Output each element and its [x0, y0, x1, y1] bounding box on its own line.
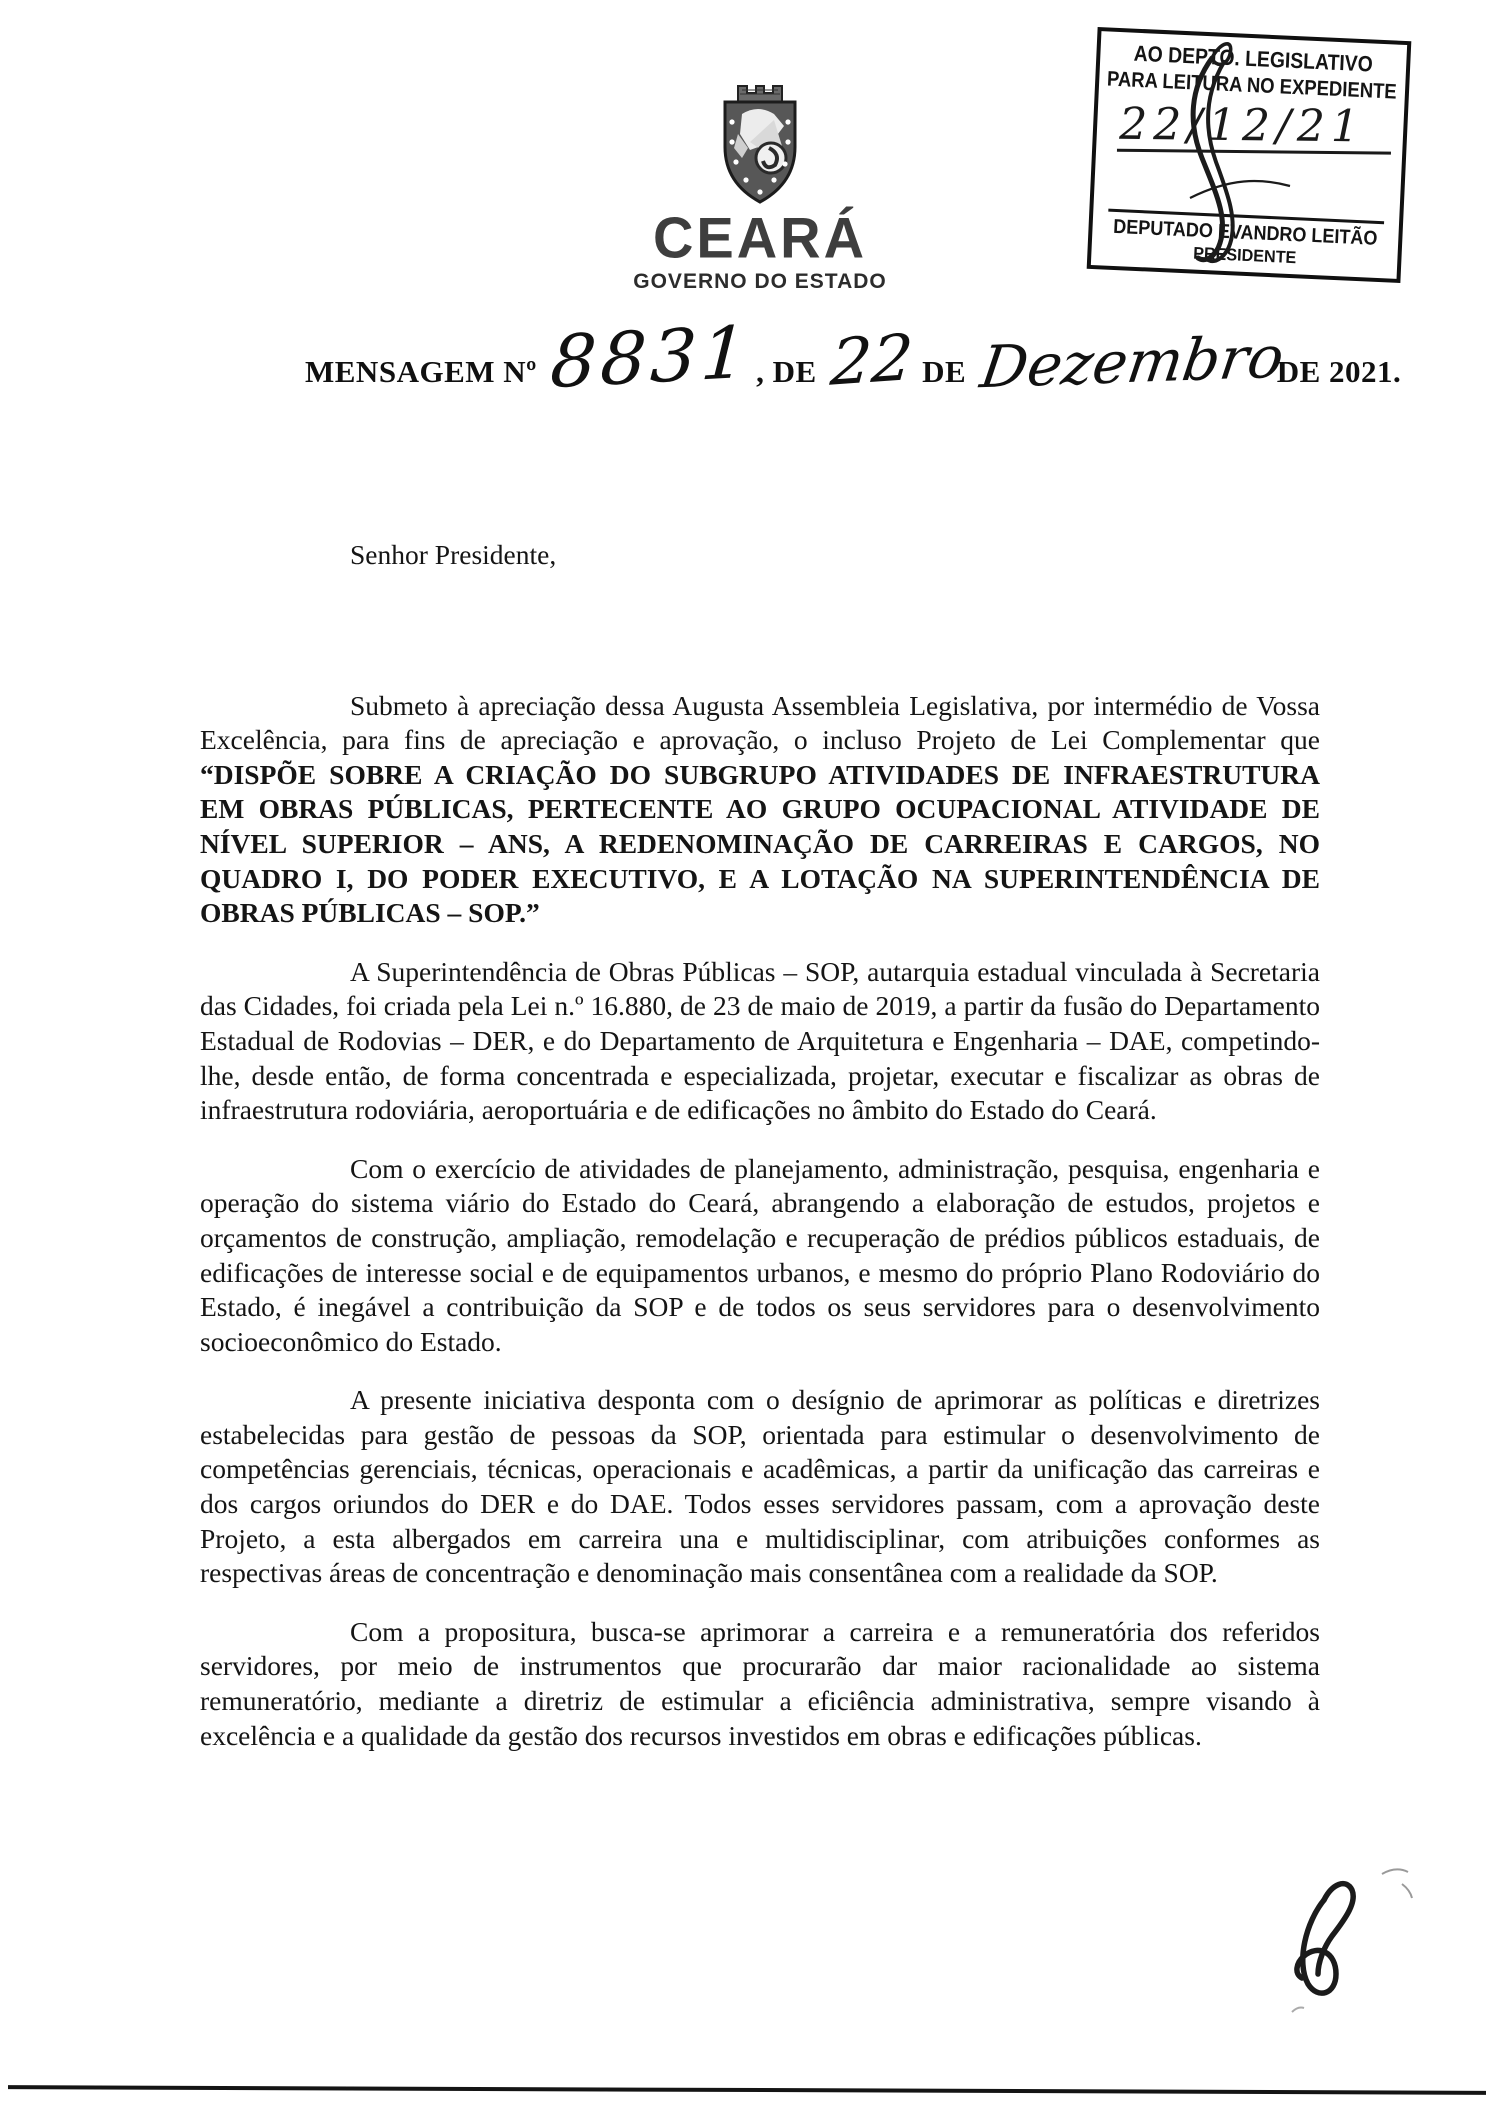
title-day-handwritten: 22 — [827, 321, 916, 401]
title-suffix: DE 2021. — [1276, 354, 1402, 389]
paragraph-1-lead: Submeto à apreciação dessa Augusta Assembleia Legislativa, por intermédio de Vossa Excelência, para fins de apreciação e aprovação, o incluso Projeto de Lei Complementar que — [200, 689, 1320, 756]
page-bottom-scan-line — [8, 2085, 1486, 2095]
logo-subtitle: GOVERNO DO ESTADO — [633, 270, 887, 293]
stamp-president-name: DEPUTADO EVANDRO LEITÃO — [1112, 215, 1378, 250]
paragraph-5: Com a propositura, busca-se aprimorar a carreira e a remuneratória dos referidos servidores, por meio de instrumentos que procurarão dar maior racionalidade ao sistema remuneratório, mediante a diretriz de estimular a eficiência administrativa, sempre visando à excelência e a qualidade da gestão dos recursos investidos em obras e edificações públicas. — [200, 1615, 1320, 1751]
paragraph-3: Com o exercício de atividades de planejamento, administração, pesquisa, engenharia e operação do sistema viário do Estado do Ceará, abrangendo a elaboração de estudos, projetos e orçamentos de construção, ampliação, remodelação e recuperação de prédios públicos estaduais, de edificações de interesse social e de equipamentos urbanos, e mesmo do próprio Plano Rodoviário do Estado, é inegável a contribuição da SOP e de todos os seus servidores para o desenvolvimento socioeconômico do Estado. — [200, 1152, 1320, 1357]
paragraph-4: A presente iniciativa desponta com o desígnio de aprimorar as políticas e diretrizes estabelecidas para gestão de pessoas da SOP, orientada para estimular o desenvolvimento de competências gerenciais, técnicas, operacionais e acadêmicas, a partir da unificação das carreiras e dos cargos oriundos do DER e do DAE. Todos esses servidores passam, com a aprovação deste Projeto, a esta albergados em carreira una e multidisciplinar, com atribuições conformes as respectivas áreas de concentração e denominação mais consentânea com a realidade da SOP. — [200, 1384, 1320, 1589]
ceara-coat-of-arms-icon — [712, 82, 808, 208]
salutation: Senhor Presidente, — [350, 539, 557, 570]
legislative-stamp — [1087, 27, 1412, 283]
paragraph-2: A Superintendência de Obras Públicas – SOP, autarquia estadual vinculada à Secretaria das Cidades, foi criada pela Lei n.º 16.880, de 23 de maio de 2019, a partir da fusão do Departamento Estadual de Rodovias – DER, e do Departamento de Arquitetura e Engenharia – DAE, competindo-lhe, desde então, de forma concentrada e especializada, projetar, executar e fiscalizar as obras de infraestrutura rodoviária, aeroportuária e de edificações no âmbito do Estado do Ceará. — [200, 955, 1320, 1126]
stamp-line-1: AO DEPTO. LEGISLATIVO — [1133, 40, 1374, 77]
stamp-president-role: PRESIDENTE — [1192, 243, 1297, 268]
handwritten-paraph — [1262, 1862, 1452, 2032]
logo-title: CEARÁ — [652, 205, 868, 270]
title-mid2: DE — [922, 354, 967, 389]
title-month-handwritten: Dezembro — [976, 322, 1289, 402]
stamp-line-2: PARA LEITURA NO EXPEDIENTE — [1106, 67, 1398, 104]
paragraph-1 — [200, 689, 1320, 931]
paragraph-1-emphasis: “DISPÕE SOBRE A CRIAÇÃO DO SUBGRUPO ATIVIDADES DE INFRAESTRUTURA EM OBRAS PÚBLICAS, PERTECENTE AO GRUPO OCUPACIONAL ATIVIDADE DE NÍVEL SUPERIOR – ANS, A REDENOMINAÇÃO DE CARREIRAS E CARGOS, NO QUADRO I, DO PODER EXECUTIVO, E A LOTAÇÃO NA SUPERINTENDÊNCIA DE OBRAS PÚBLICAS – SOP.” — [200, 758, 1320, 929]
title-mid1: , DE — [756, 354, 817, 389]
title-number-handwritten: 8831 — [548, 309, 753, 405]
message-title — [305, 309, 1402, 425]
title-prefix: MENSAGEM Nº — [305, 354, 537, 389]
letter-body — [200, 538, 1320, 1777]
stamp-handwritten-date: 22/12/21 — [1117, 103, 1391, 155]
